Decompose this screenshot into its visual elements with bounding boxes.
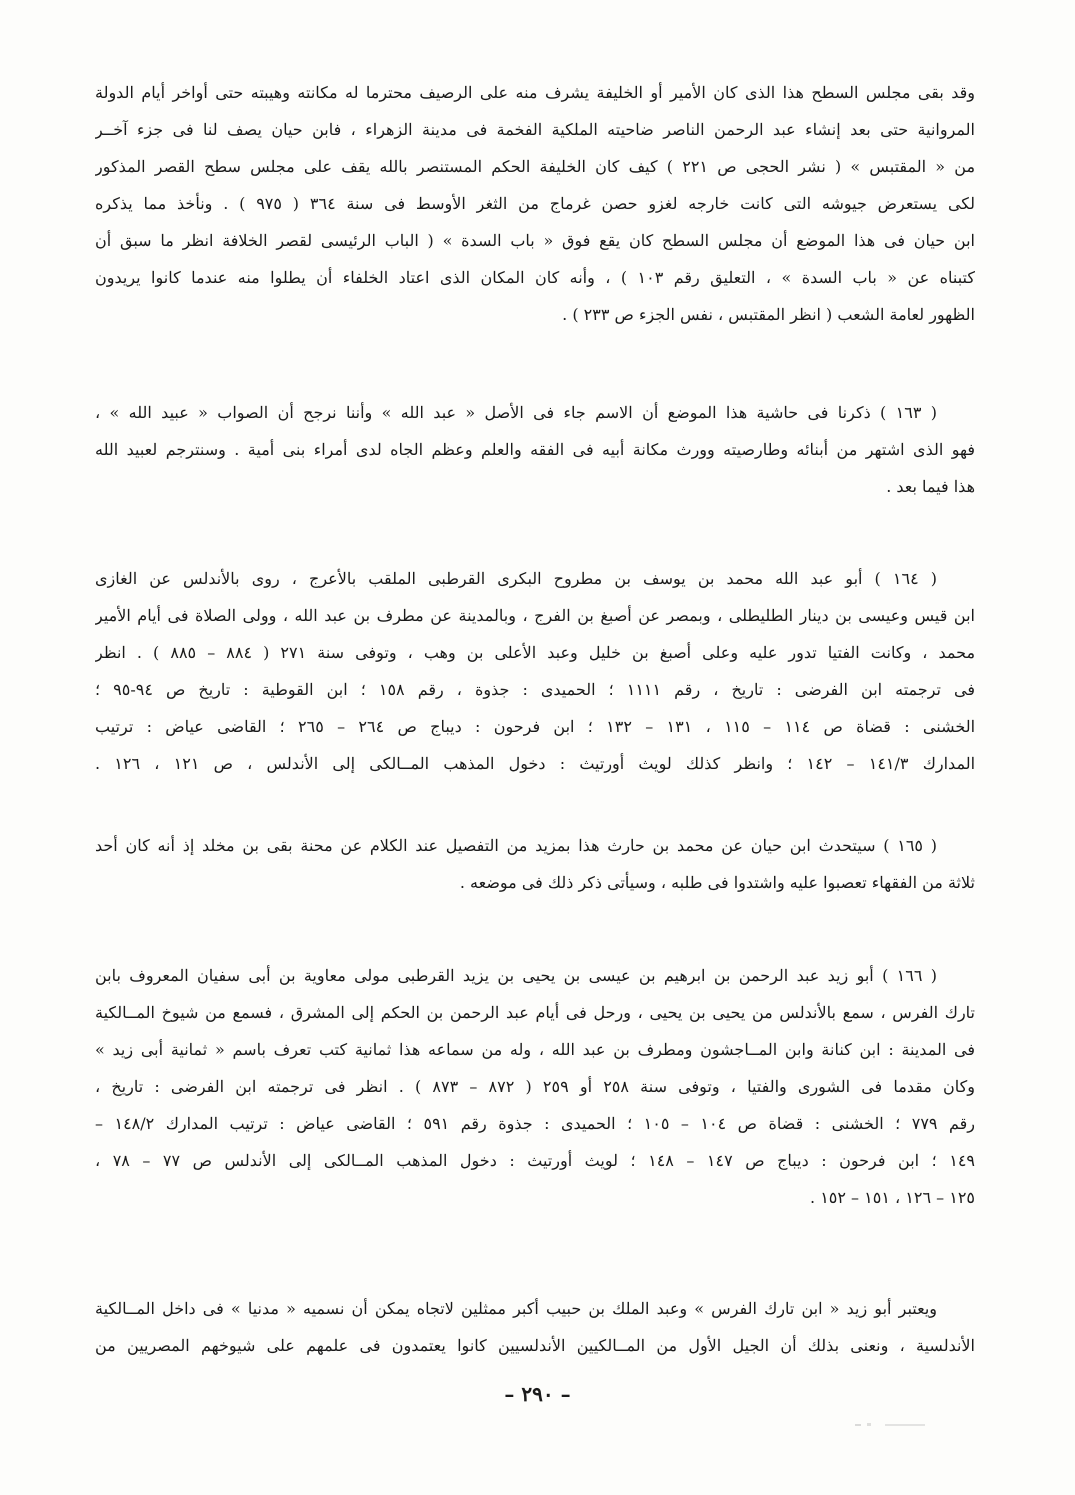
page-number: – ٢٩٠ – (504, 1382, 571, 1406)
text-line: ١٢٥ – ١٢٦ ، ١٥١ – ١٥٢ . (810, 1188, 975, 1207)
footnote-164 (95, 560, 975, 782)
text-line: ( ١٦٥ ) سيتحدث ابن حيان عن محمد بن حارث هذا بمزيد من التفصيل عند الكلام عن محنة بقى بن مخلد إذ أنه كان أحد (95, 836, 938, 855)
text-line: فى المدينة : ابن كنانة وابن المــاجشون ومطرف بن عبد الله ، وله من سماعه هذا ثمانية كتب تعرف باسم « ثمانية أبى زيد » (95, 1040, 975, 1059)
text-line: رقم ٧٧٩ ؛ الخشنى : قضاة ص ١٠٤ – ١٠٥ ؛ الحميدى : جذوة رقم ٥٩١ ؛ القاضى عياض : ترتيب المدارك ١٤٨/٢ – (95, 1114, 975, 1133)
paragraph-body (95, 1290, 975, 1364)
text-line: الأندلسية ، ونعنى بذلك أن الجيل الأول من المــالكيين الأندلسيين كانوا يعتمدون فى علمهم على شيوخهم المصريين من (95, 1336, 975, 1355)
text-line: وقد بقى مجلس السطح هذا الذى كان الأمير أو الخليفة يشرف منه على الرصيف محترما له مكانته وهيبته حتى أواخر أيام الدولة (95, 83, 975, 102)
text-line: ابن حيان فى هذا الموضع أن مجلس السطح كان يقع فوق « باب السدة » ( الباب الرئيسى لقصر الخلافة انظر ما سبق أن (95, 231, 975, 250)
text-line: كتبناه عن « باب السدة » ، التعليق رقم ١٠٣ ) ، وأنه كان المكان الذى اعتاد الخلفاء أن يطلوا منه عندما كانوا يريدون (95, 268, 975, 287)
text-line: ( ١٦٦ ) أبو زيد عبد الرحمن بن ابرهيم بن عيسى بن يحيى بن يزيد القرطبى مولى معاوية بن أبى سفيان المعروف بابن (95, 966, 938, 985)
text-line: ثلاثة من الفقهاء تعصبوا عليه واشتدوا فى طلبه ، وسيأتى ذكر ذلك فى موضعه . (459, 873, 975, 892)
text-line: الخشنى : قضاة ص ١١٤ – ١١٥ ، ١٣١ – ١٣٢ ؛ ابن فرحون : ديباج ص ٢٦٤ – ٢٦٥ ؛ القاضى عياض : ترتيب (95, 717, 975, 736)
text-line: فهو الذى اشتهر من أبنائه وطارصيته وورث مكانة أبيه فى الفقه والعلم وعظم الجاه لدى أمراء بنى أمية . وسنترجم لعبيد الله (95, 440, 975, 459)
footnote-165 (95, 827, 975, 901)
footnote-163 (95, 394, 975, 505)
text-line: هذا فيما بعد . (886, 477, 975, 496)
text-line: فى ترجمته ابن الفرضى : تاريخ ، رقم ١١١١ ؛ الحميدى : جذوة ، رقم ١٥٨ ؛ ابن القوطية : تاريخ ص ٩٤-٩٥ ؛ (95, 680, 975, 699)
text-line: ١٤٩ ؛ ابن فرحون : ديباج ص ١٤٧ – ١٤٨ ؛ لويث أورتيث : دخول المذهب المــالكى إلى الأندلس ص ٧٧ – ٧٨ ، (95, 1151, 975, 1170)
text-line: ( ١٦٣ ) ذكرنا فى حاشية هذا الموضع أن الاسم جاء فى الأصل « عبد الله » وأننا نرجح أن الصواب « عبيد الله » ، (95, 403, 937, 422)
text-line: ( ١٦٤ ) أبو عبد الله محمد بن يوسف بن مطروح البكرى القرطبى الملقب بالأعرج ، روى بالأندلس عن الغازى (95, 569, 937, 588)
text-line: من « المقتبس » ( نشر الحجى ص ٢٢١ ) كيف كان الخليفة الحكم المستنصر بالله يقف على مجلس سطح القصر المذكور (95, 157, 975, 176)
text-line: لكى يستعرض جيوشه التى كانت خارجه لغزو حصن غرماج من الثغر الأوسط فى سنة ٣٦٤ ( ٩٧٥ ) . ونأخذ مما يذكره (95, 194, 975, 213)
footnote-166 (95, 957, 975, 1216)
text-line: المروانية حتى بعد إنشاء عبد الرحمن الناصر ضاحيته الملكية الفخمة فى مدينة الزهراء ، فابن حيان يصف لنا فى جزء آخــر (95, 120, 975, 139)
text-line: الظهور لعامة الشعب ( انظر المقتبس ، نفس الجزء ص ٢٣٣ ) . (562, 305, 975, 324)
scan-noise (855, 1422, 955, 1428)
paragraph-continuation (95, 74, 975, 333)
text-line: ابن قيس وعيسى بن دينار الطليطلى ، وبمصر عن أصبغ بن الفرج ، وبالمدينة عن مطرف بن عبد الله ، وولى الصلاة فى أيام الأمير (95, 606, 975, 625)
text-line: ويعتبر أبو زيد « ابن تارك الفرس » وعبد الملك بن حبيب أكبر ممثلين لاتجاه يمكن أن نسميه « مدنيا » فى داخل المــالكية (95, 1299, 937, 1318)
text-line: محمد ، وكانت الفتيا تدور عليه وعلى أصبغ بن خليل وعبد الأعلى بن وهب ، وتوفى سنة ٢٧١ ( ٨٨٤ – ٨٨٥ ) . انظر (95, 643, 975, 662)
text-line: وكان مقدما فى الشورى والفتيا ، وتوفى سنة ٢٥٨ أو ٢٥٩ ( ٨٧٢ – ٨٧٣ ) . انظر فى ترجمته ابن الفرضى : تاريخ ، (95, 1077, 975, 1096)
text-line: تارك الفرس ، سمع بالأندلس من يحيى بن يحيى ، ورحل فى أيام عبد الرحمن بن الحكم إلى المشرق ، فسمع من شيوخ المــالكية (95, 1003, 975, 1022)
text-line: المدارك ١٤١/٣ – ١٤٢ ؛ وانظر كذلك لويث أورتيث : دخول المذهب المــالكى إلى الأندلس ، ص ١٢١ ، ١٢٦ . (95, 754, 975, 773)
